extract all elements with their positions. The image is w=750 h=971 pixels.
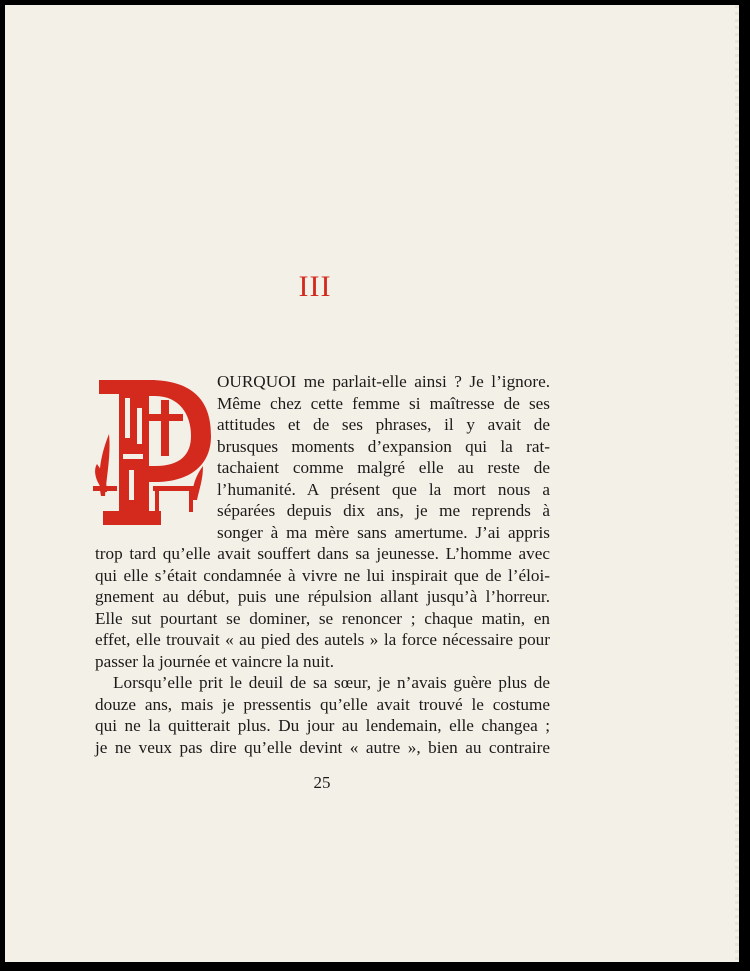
text-line: brusques moments d’expansion qui la rat- [217, 436, 550, 456]
text-line: l’humanité. A présent que la mort nous a [217, 479, 550, 499]
text-line: séparées depuis dix ans, je me reprends à [217, 501, 550, 520]
text-line: je ne veux pas dire qu’elle devint « autre », bien au contraire [95, 737, 550, 757]
page-number: 25 [313, 773, 331, 792]
text-line: attitudes et de ses phrases, il y avait de [217, 415, 550, 434]
chapter-heading: III [298, 270, 332, 303]
text-line: douze ans, mais je pressentis qu’elle avait trouvé le costume [95, 694, 550, 714]
book-page [5, 5, 739, 962]
text-line: passer la journée et vaincre la nuit. [95, 651, 335, 671]
text-line: Elle sut pourtant se dominer, se renoncer ; chaque matin, en [95, 608, 550, 628]
text-line: qui elle s’était condamnée à vivre ne lui inspirait que de l’éloi- [95, 565, 550, 585]
text-line: Lorsqu’elle prit le deuil de sa sœur, je n’avais guère plus de [113, 673, 550, 692]
text-line: tachaient comme malgré elle au reste de [217, 458, 550, 477]
deckle-edge [735, 5, 739, 962]
body-text [95, 371, 550, 758]
text-line: qui ne la quitterait plus. Du jour au lendemain, elle changea ; [95, 716, 550, 735]
text-line: gnement au début, puis une répulsion allant jusqu’à l’horreur. [95, 587, 550, 606]
text-line: effet, elle trouvait « au pied des autels » la force nécessaire pour [95, 630, 550, 649]
text-line: Même chez cette femme si maîtresse de ses [217, 393, 550, 413]
text-line: songer à ma mère sans amertume. J’ai appris [217, 522, 550, 542]
text-line: OURQUOI me parlait-elle ainsi ? Je l’ignore. [217, 372, 550, 391]
text-line: trop tard qu’elle avait souffert dans sa jeunesse. L’homme avec [95, 544, 550, 563]
